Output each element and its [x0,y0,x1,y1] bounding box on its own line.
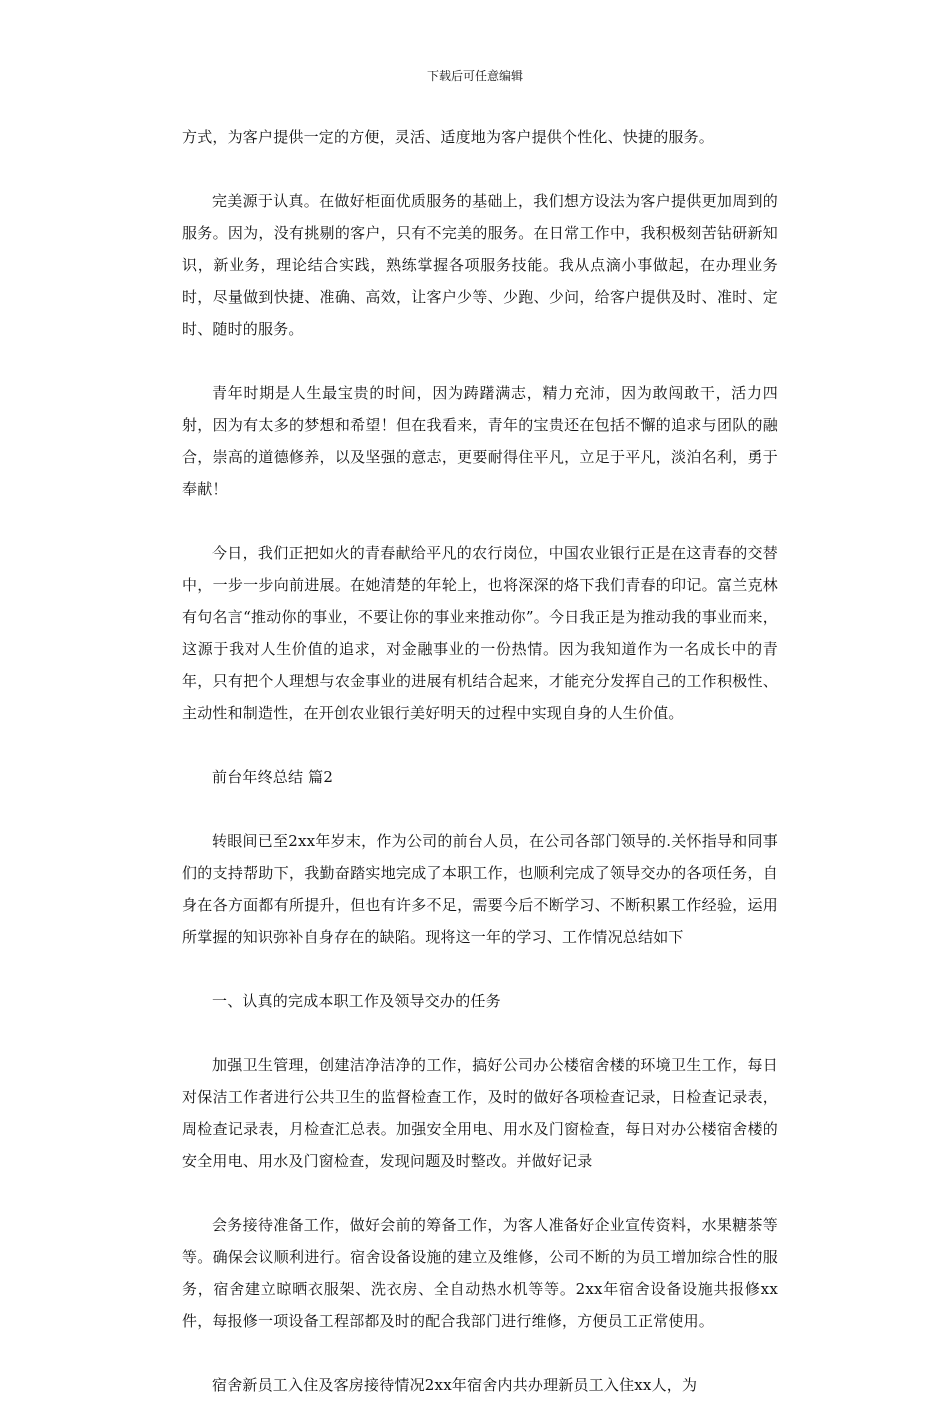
paragraph-dormitory: 宿舍新员工入住及客房接待情况2xx年宿舍内共办理新员工入住xx人，为 [212,1376,698,1394]
paragraph-dedication: 今日，我们正把如火的青春献给平凡的农行岗位，中国农业银行正是在这青春的交替中，一步一步向前进展。在她清楚的年轮上，也将深深的烙下我们青春的印记。富兰克林有句名言“推动你的事业，不要让你的事业来推动你”。今日我正是为推动我的事业而来，这源于我对人生价值的追求，对金融事业的一份热情。因为我知道作为一名成长中的青年，只有把个人理想与农金事业的进展有机结合起来，才能充分发挥自己的工作积极性、主动性和制造性，在开创农业银行美好明天的过程中实现自身的人生价值。 [182,544,778,722]
paragraph-intro: 转眼间已至2xx年岁末，作为公司的前台人员，在公司各部门领导的.关怀指导和同事们的支持帮助下，我勤奋踏实地完成了本职工作，也顺利完成了领导交办的各项任务，自身在各方面都有所提升，但也有许多不足，需要今后不断学习、不断积累工作经验，运用所掌握的知识弥补自身存在的缺陷。现将这一年的学习、工作情况总结如下 [182,832,778,946]
paragraph-continuation: 方式，为客户提供一定的方便，灵活、适度地为客户提供个性化、快捷的服务。 [182,128,715,146]
paragraph-meetings: 会务接待准备工作，做好会前的筹备工作，为客人准备好企业宣传资料，水果糖茶等等。确保会议顺利进行。宿舍设备设施的建立及维修，公司不断的为员工增加综合性的服务，宿舍建立晾晒衣服架、洗衣房、全自动热水机等等。2xx年宿舍设备设施共报修xx件，每报修一项设备工程部都及时的配合我部门进行维修，方便员工正常使用。 [182,1216,778,1330]
paragraph-perfection: 完美源于认真。在做好柜面优质服务的基础上，我们想方设法为客户提供更加周到的服务。因为，没有挑剔的客户，只有不完美的服务。在日常工作中，我积极刻苦钻研新知识，新业务，理论结合实践，熟练掌握各项服务技能。我从点滴小事做起，在办理业务时，尽量做到快捷、准确、高效，让客户少等、少跑、少问，给客户提供及时、准时、定时、随时的服务。 [182,192,778,338]
section-title: 前台年终总结 篇2 [212,768,334,786]
paragraph-youth: 青年时期是人生最宝贵的时间，因为踌躇满志，精力充沛，因为敢闯敢干，活力四射，因为有太多的梦想和希望！但在我看来，青年的宝贵还在包括不懈的追求与团队的融合，崇高的道德修养，以及坚强的意志，更要耐得住平凡，立足于平凡，淡泊名利，勇于奉献！ [182,384,778,498]
paragraph-hygiene: 加强卫生管理，创建洁净洁净的工作，搞好公司办公楼宿舍楼的环境卫生工作，每日对保洁工作者进行公共卫生的监督检查工作，及时的做好各项检查记录，日检查记录表，周检查记录表，月检查汇总表。加强安全用电、用水及门窗检查，每日对办公楼宿舍楼的安全用电、用水及门窗检查，发现问题及时整改。并做好记录 [182,1056,778,1170]
document-body [182,121,778,1401]
page-header: 下载后可任意编辑 [426,69,523,83]
subsection-heading: 一、认真的完成本职工作及领导交办的任务 [212,992,501,1010]
